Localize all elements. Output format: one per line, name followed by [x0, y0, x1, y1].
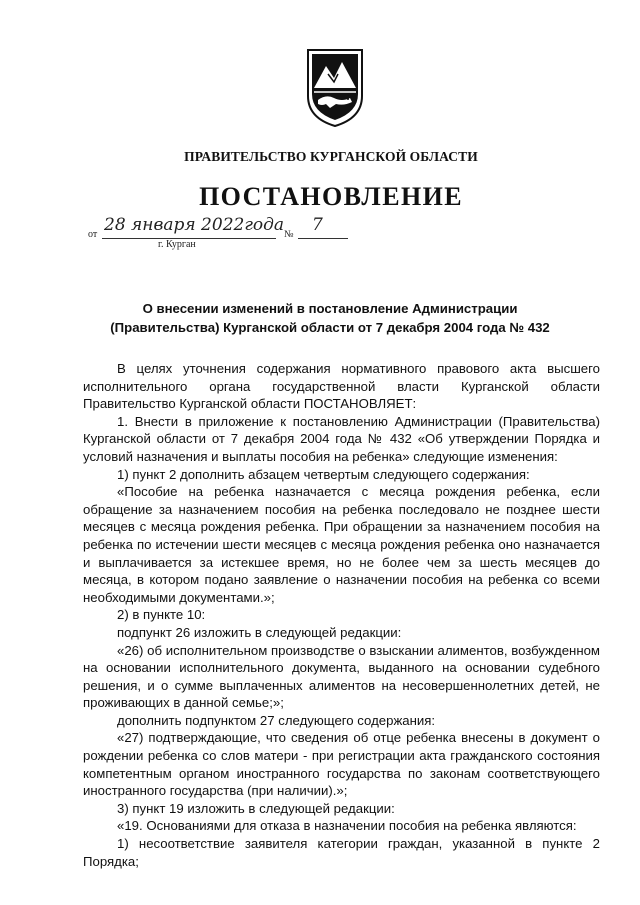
place-label: г. Курган	[158, 239, 196, 250]
paragraph: «26) об исполнительном производстве о взыскании алиментов, возбужденном на основании исполнительного документа, выданного на основании судебного решения, и о сумме выплаченных алиментов на несовершеннолетних детей, не проживающих в данной семье;»;	[83, 642, 600, 711]
coat-of-arms-emblem	[304, 48, 366, 128]
paragraph: дополнить подпунктом 27 следующего содержания:	[117, 712, 436, 728]
paragraph: В целях уточнения содержания нормативного правового акта высшего исполнительного органа государственной власти Курганской области Правительство Курганской области ПОСТАНОВЛЯЕТ:	[83, 361, 600, 412]
number-prefix: №	[284, 229, 294, 240]
document-title	[60, 299, 600, 337]
number-handwritten: 7	[312, 215, 323, 235]
document-body	[83, 360, 600, 870]
paragraph: 3) пункт 19 изложить в следующей редакции:	[117, 800, 395, 816]
organization-name: ПРАВИТЕЛЬСТВО КУРГАНСКОЙ ОБЛАСТИ	[184, 149, 478, 164]
paragraph: «Пособие на ребенка назначается с месяца рождения ребенка, если обращение за назначением пособия на ребенка последовало не позднее шести месяцев с месяца рождения ребенка. При обращении за назначением пособия на ребенка по истечении шести месяцев с месяца рождения ребенка оно назначается и выплачивается за истекшее время, но не более чем за шесть месяцев до месяца, в котором подано заявление о назначении пособия на ребенка со всеми необходимыми документами.»;	[83, 484, 600, 605]
number-underline	[298, 238, 348, 239]
paragraph: 1) несоответствие заявителя категории граждан, указанной в пункте 2 Порядка;	[83, 836, 600, 869]
document-type: ПОСТАНОВЛЕНИЕ	[199, 182, 463, 211]
date-handwritten: 28 января 2022года	[104, 215, 285, 235]
paragraph: подпункт 26 изложить в следующей редакции:	[117, 624, 402, 640]
paragraph: «19. Основаниями для отказа в назначении пособия на ребенка являются:	[117, 818, 577, 834]
paragraph: «27) подтверждающие, что сведения об отце ребенка внесены в документ о рождении ребенка со слов матери - при регистрации акта гражданского состояния компетентным органом иностранного государства по законам соответствующего иностранного государства (при наличии).»;	[83, 730, 600, 799]
title-line-1: О внесении изменений в постановление Администрации	[142, 301, 518, 316]
date-prefix: от	[88, 229, 98, 240]
paragraph: 1. Внести в приложение к постановлению Администрации (Правительства) Курганской области от 7 декабря 2004 года № 432 «Об утверждении Порядка и условий назначения и выплаты пособия на ребенка» следующие изменения:	[83, 413, 600, 464]
title-line-2: (Правительства) Курганской области от 7 декабря 2004 года № 432	[110, 320, 550, 335]
paragraph: 1) пункт 2 дополнить абзацем четвертым следующего содержания:	[117, 466, 530, 482]
paragraph: 2) в пункте 10:	[117, 607, 206, 623]
